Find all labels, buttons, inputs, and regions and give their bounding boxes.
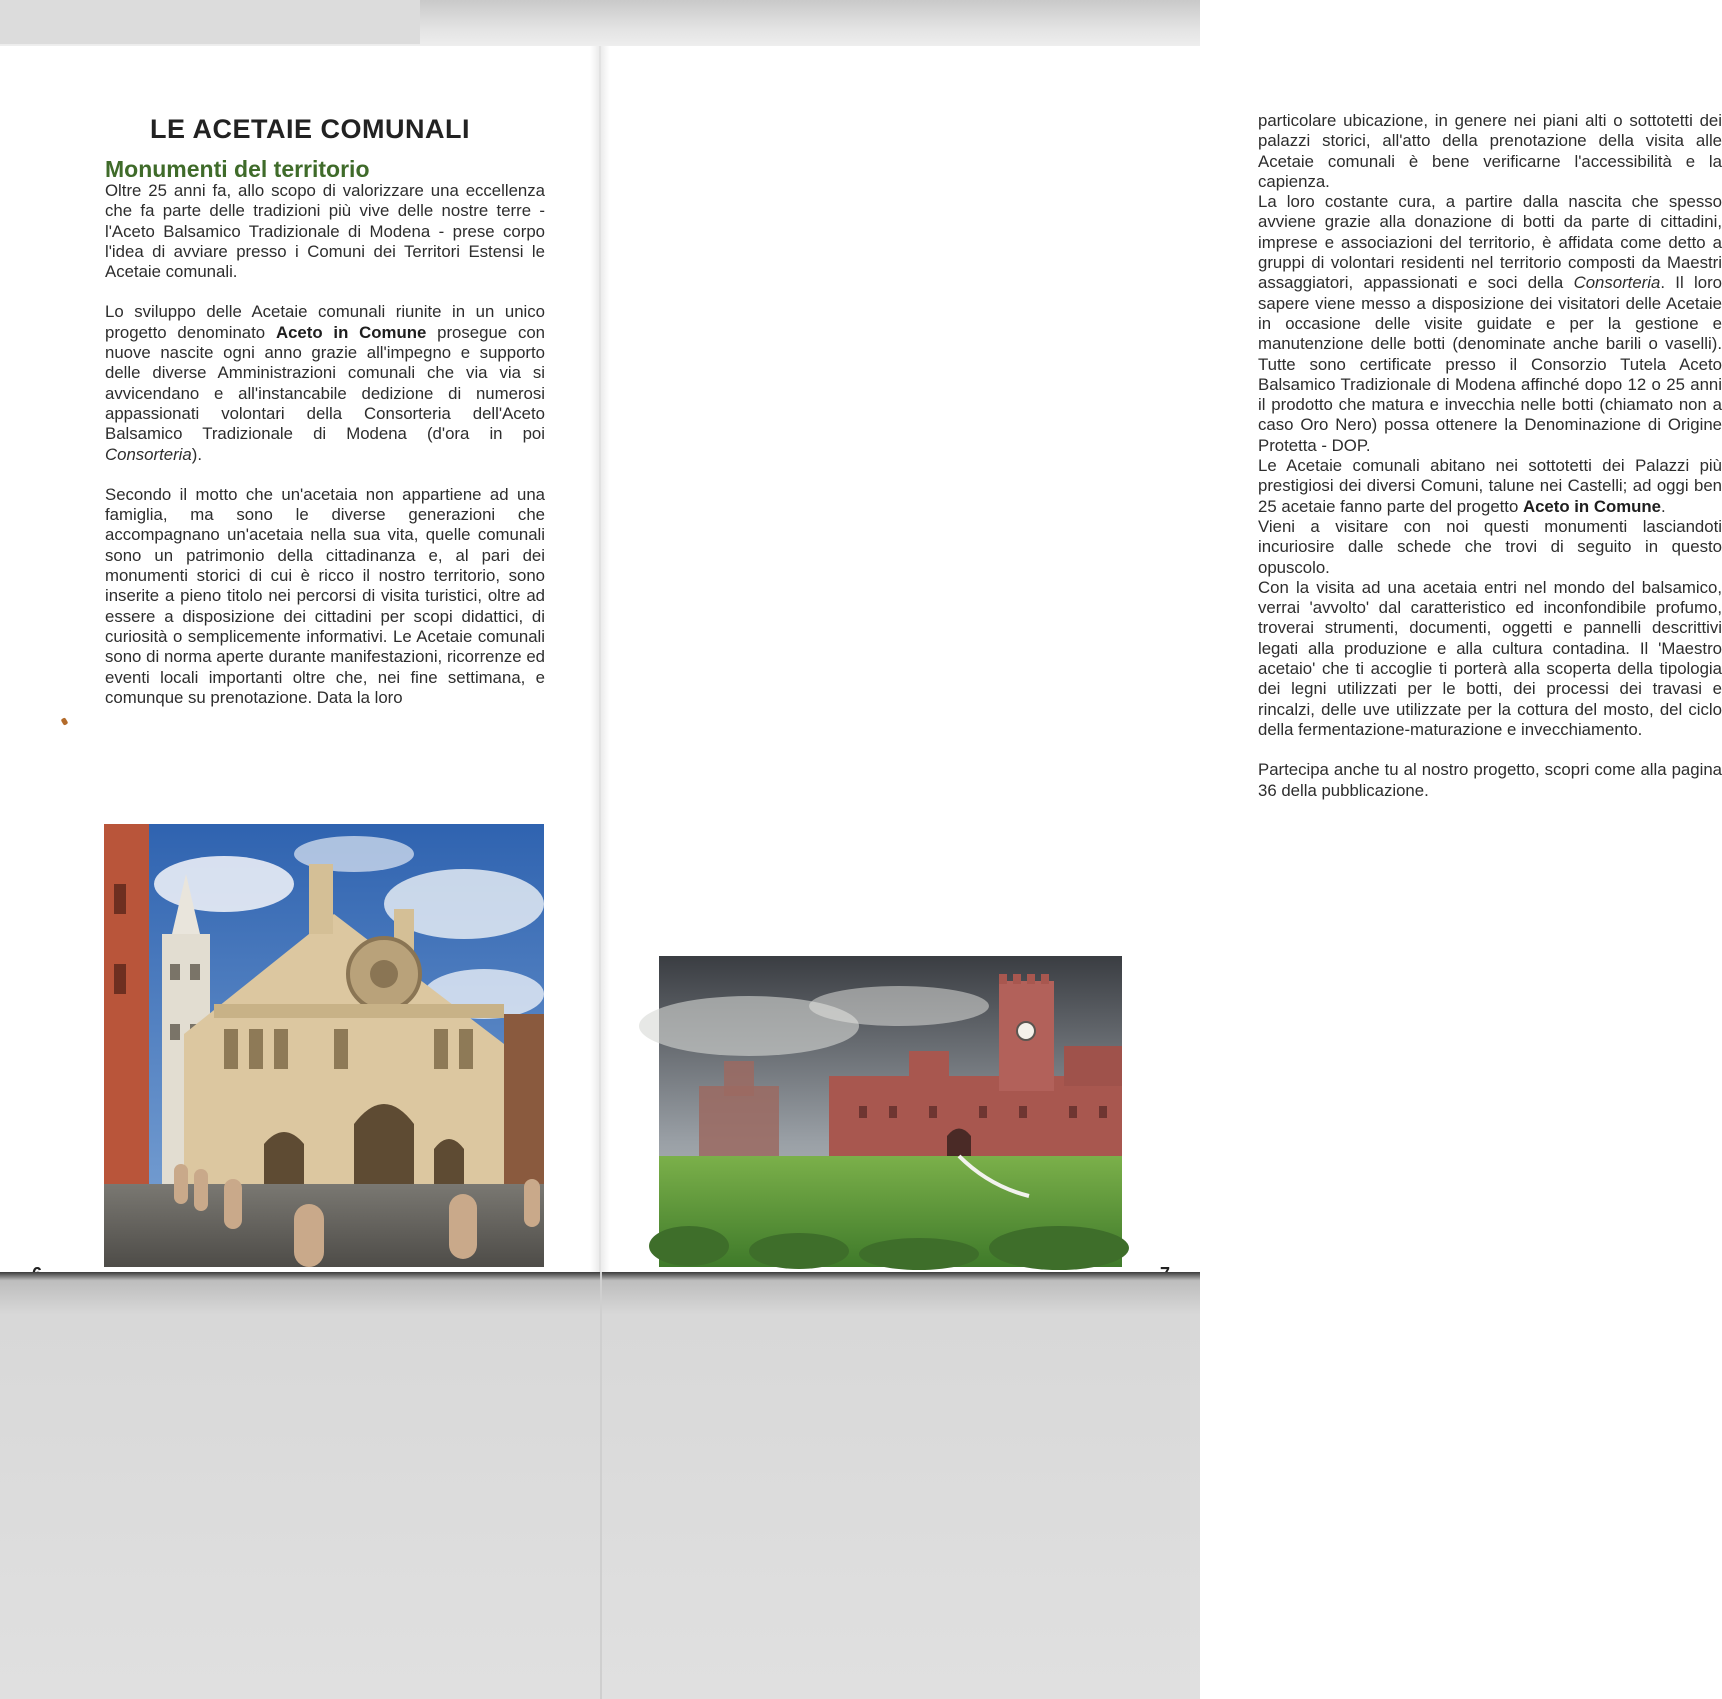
paragraph-palazzi: Le Acetaie comunali abitano nei sottotetti dei Palazzi più prestigiosi dei diversi Comuni, talune nei Castelli; ad oggi ben 25 acetaie fanno parte del progetto Aceto in Comune. bbox=[1258, 456, 1722, 516]
paragraph-intro: Oltre 25 anni fa, allo scopo di valorizzare una eccellenza che fa parte delle tradizioni più vive delle nostre terre - l'Aceto Balsamico Tradizionale di Modena - prese corpo l'idea di avviare presso i Comuni dei Territori Estensi le Acetaie comunali. bbox=[105, 181, 545, 282]
paragraph-visit: Vieni a visitare con noi questi monumenti lasciandoti incuriosire dalle schede che trovi di seguito in questo opuscolo. bbox=[1258, 516, 1722, 577]
project-name-bold: Aceto in Comune bbox=[1522, 496, 1661, 516]
page-title: LE ACETAIE COMUNALI bbox=[150, 114, 470, 144]
scan-top-edge bbox=[0, 0, 1200, 48]
paragraph-project: Lo sviluppo delle Acetaie comunali riunite in un unico progetto denominato Aceto in Comune prosegue con nuove nascite ogni anno grazie all'impegno e supporto delle diverse Amministrazioni comunali che via via si avvicendano e all'instancabile dedizione di numerosi appassionati volontari della Consorteria dell'Aceto Balsamico Tradizionale di Modena (d'ora in poi Consorteria). bbox=[105, 302, 545, 464]
left-text-column bbox=[105, 181, 545, 708]
paragraph-motto: Secondo il motto che un'acetaia non appartiene ad una famiglia, ma sono le diverse generazioni che accompagnano un'acetaia nella sua vita, quelle comunali sono un patrimonio della cittadinanza e, al pari dei monumenti storici di cui è ricco il nostro territorio, sono inserite a pieno titolo nei percorsi di visita turistici, oltre ad essere a disposizione dei cittadini per scopi didattici, di curiosità o semplicemente informativi. Le Acetaie comunali sono di norma aperte durante manifestazioni, ricorrenze ed eventi locali importanti oltre che, nei fine settimana, e comunque su prenotazione. Data la loro bbox=[105, 484, 545, 707]
right-text-column bbox=[1258, 111, 1722, 801]
paragraph-experience: Con la visita ad una acetaia entri nel mondo del balsamico, verrai 'avvolto' dal caratteristico ed inconfondibile profumo, troverai strumenti, documenti, oggetti e pannelli descrittivi legati alla produzione e alla cultura contadina. Il 'Maestro acetaio' che ti accoglie ti porterà alla scoperta della tipologia dei legni utilizzati per le botti, dei processi dei travasi e rincalzi, delle uve utilizzate per la cottura del mosto, del ciclo della fermentazione-maturazione e invecchiamento. bbox=[1258, 577, 1722, 739]
scan-background bbox=[0, 1272, 1200, 1699]
castle-photo bbox=[659, 956, 1122, 1267]
right-page bbox=[600, 46, 1722, 1272]
cathedral-illustration bbox=[104, 824, 544, 1267]
cathedral-photo bbox=[104, 824, 544, 1267]
castle-illustration bbox=[659, 956, 1122, 1267]
paragraph-participate: Partecipa anche tu al nostro progetto, scopri come alla pagina 36 della pubblicazione. bbox=[1258, 760, 1722, 800]
project-name-bold: Aceto in Comune bbox=[275, 322, 427, 342]
paragraph-location: particolare ubicazione, in genere nei piani alti o sottotetti dei palazzi storici, all'atto della prenotazione della visita alle Acetaie comunali è bene verificarne l'accessibilità e la capienza. bbox=[1258, 111, 1722, 191]
section-subtitle: Monumenti del territorio bbox=[105, 156, 370, 182]
left-page bbox=[0, 46, 598, 1272]
booklet-spread bbox=[0, 46, 1722, 1272]
paragraph-care: La loro costante cura, a partire dalla nascita che spesso avviene grazie alla donazione di botti da parte di cittadini, imprese e associazioni del territorio, è affidata come detto a gruppi di volontari residenti nel territorio composti da Maestri assaggiatori, appassionati e soci della Consorteria. Il loro sapere viene messo a disposizione dei visitatori delle Acetaie in occasione delle visite guidate e per la gestione e manutenzione delle botti (denominate anche barili o vaselli). Tutte sono certificate presso il Consorzio Tutela Aceto Balsamico Tradizionale di Modena affinché dopo 12 o 25 anni il prodotto che matura e invecchia nelle botti (chiamato non a caso Oro Nero) possa ottenere la Denominazione di Origine Protetta - DOP. bbox=[1258, 192, 1722, 455]
